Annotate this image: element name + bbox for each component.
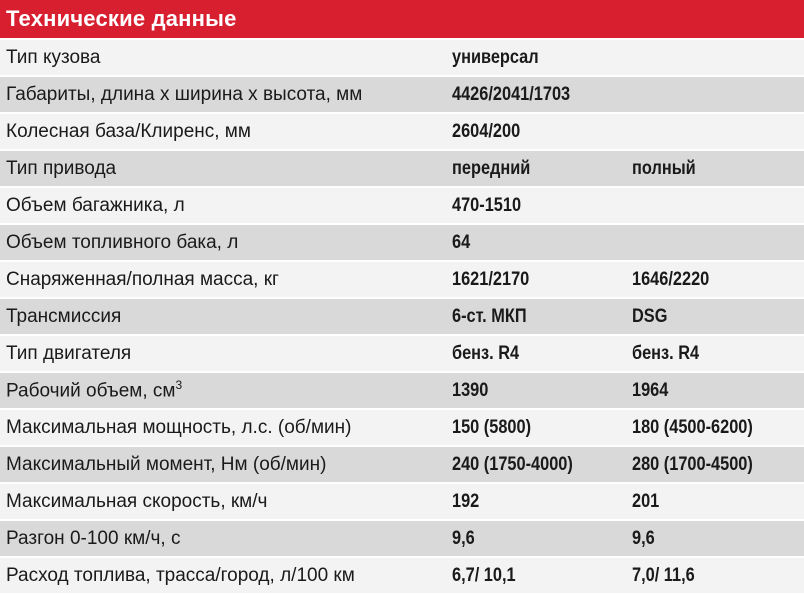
table-row — [0, 225, 804, 262]
value-col-1: 2604/200 — [452, 120, 521, 142]
row-label: Разгон 0-100 км/ч, с — [6, 527, 181, 549]
table-row — [0, 484, 804, 521]
row-label: Снаряженная/полная масса, кг — [6, 268, 279, 290]
row-label — [0, 378, 452, 402]
value-col-1: универсал — [452, 46, 539, 68]
value-col-1: 192 — [452, 490, 480, 512]
value-col-1: 9,6 — [452, 527, 475, 549]
row-label: Расход топлива, трасса/город, л/100 км — [6, 564, 355, 586]
row-label: Тип привода — [6, 157, 117, 179]
value-col-2: бенз. R4 — [632, 342, 700, 364]
value-col-1: бенз. R4 — [452, 342, 520, 364]
value-col-1: 240 (1750-4000) — [452, 453, 573, 475]
value-col-2: DSG — [632, 305, 668, 327]
value-col-2: 180 (4500-6200) — [632, 416, 753, 438]
value-col-2: 9,6 — [632, 527, 655, 549]
table-row — [0, 521, 804, 558]
value-col-2: 7,0/ 11,6 — [632, 564, 695, 586]
value-col-2: 201 — [632, 490, 660, 512]
row-label: Максимальная скорость, км/ч — [6, 490, 268, 512]
table-row — [0, 336, 804, 373]
table-row — [0, 114, 804, 151]
row-label: Колесная база/Клиренс, мм — [6, 120, 251, 142]
value-col-1: 470-1510 — [452, 194, 522, 216]
table-row — [0, 299, 804, 336]
value-col-1: 1390 — [452, 379, 489, 401]
table-body — [0, 40, 804, 594]
table-header — [0, 0, 804, 38]
row-label: Трансмиссия — [6, 305, 122, 327]
value-col-2: 1646/2220 — [632, 268, 710, 290]
row-label: Максимальный момент, Нм (об/мин) — [6, 453, 327, 475]
value-col-2: 280 (1700-4500) — [632, 453, 753, 475]
value-col-1: 6,7/ 10,1 — [452, 564, 516, 586]
row-label: Максимальная мощность, л.с. (об/мин) — [6, 416, 352, 438]
value-col-1: 64 — [452, 231, 471, 253]
value-col-2: полный — [632, 157, 696, 179]
row-label-text: Рабочий объем, см — [6, 380, 176, 402]
value-col-1: передний — [452, 157, 531, 179]
table-row — [0, 262, 804, 299]
table-row — [0, 188, 804, 225]
table-row — [0, 410, 804, 447]
table-title: Технические данные — [6, 6, 237, 31]
row-label: Тип двигателя — [6, 342, 132, 364]
table-row — [0, 373, 804, 410]
row-label: Тип кузова — [6, 46, 101, 68]
value-col-2: 1964 — [632, 379, 669, 401]
table-row — [0, 40, 804, 77]
row-label: Объем багажника, л — [6, 194, 185, 216]
table-row — [0, 558, 804, 594]
value-col-1: 150 (5800) — [452, 416, 532, 438]
row-label: Габариты, длина х ширина х высота, мм — [6, 83, 363, 105]
value-col-1: 4426/2041/1703 — [452, 83, 571, 105]
table-row — [0, 151, 804, 188]
table-row — [0, 447, 804, 484]
superscript: 3 — [175, 378, 183, 393]
value-col-1: 6-ст. МКП — [452, 305, 527, 327]
table-row — [0, 77, 804, 114]
value-col-1: 1621/2170 — [452, 268, 530, 290]
row-label: Объем топливного бака, л — [6, 231, 239, 253]
